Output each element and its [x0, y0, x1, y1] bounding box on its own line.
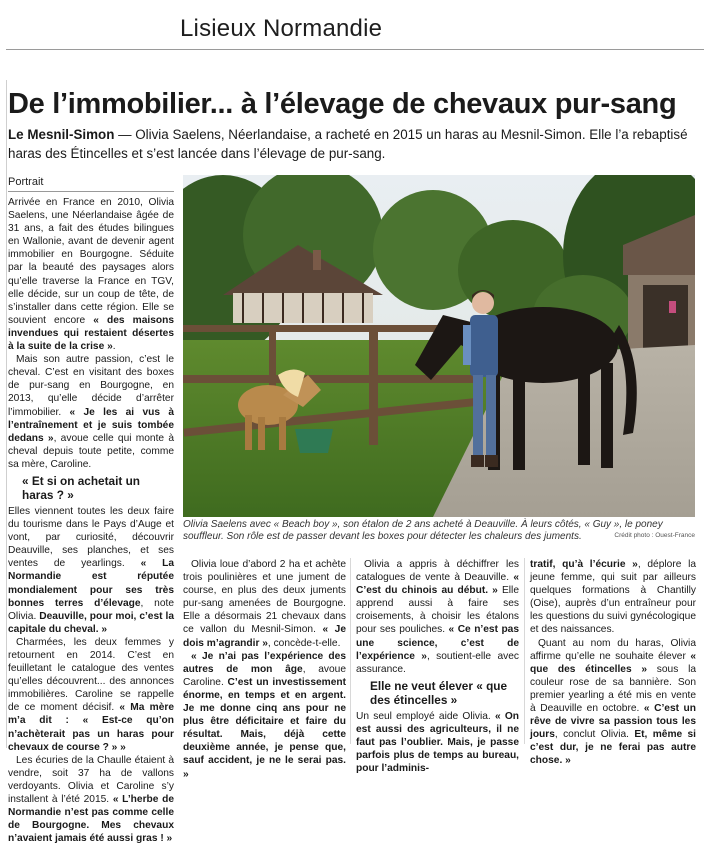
quote-run: « que des étincelles »: [530, 650, 696, 675]
quote-run: « La Normandie est réputée mondialement pour ses très bonnes terres d’élevage: [8, 558, 174, 609]
text-run: Un seul employé aide Olivia.: [356, 710, 495, 722]
left-paragraph-5: [8, 754, 174, 845]
left-paragraph-2: [8, 353, 174, 471]
article-lede: [8, 125, 700, 163]
quote-run: « On est aussi des agriculteurs, il ne faut pas l’oublier. Mais, je passe parfois plus de temps au bureau, pour l’adminis-: [356, 710, 519, 775]
col1-paragraph-1: [183, 558, 346, 650]
col1-paragraph-2: [183, 650, 346, 781]
quote-run: « C’est du chinois au début. »: [356, 572, 519, 597]
col2-paragraph-1: [356, 558, 519, 676]
quote-run: « Ce n’est pas une science, c’est de l’expérience »: [356, 624, 519, 662]
text-run: Quant au nom du haras, Olivia affirme qu’elle ne souhaite élever: [530, 637, 696, 662]
text-run: , conclut Olivia.: [554, 729, 635, 741]
text-run: Mais son autre passion, c’est le cheval. C’est en visitant des boxes de pur-sang en Bourgogne, en 2013, qu’elle décide d’arrêter l’immobilier.: [8, 354, 174, 418]
section-title: Lisieux Normandie: [180, 15, 383, 42]
column-divider: [524, 558, 525, 744]
text-run: , avoue Caroline.: [183, 663, 346, 688]
text-run: , soutient-elle avec assurance.: [356, 650, 519, 675]
lede-place: Le Mesnil-Simon: [8, 127, 115, 142]
text-run: Arrivée en France en 2010, Olivia Saelens, une Néerlandaise âgée de 31 ans, a fait des études bilingues en Wallonie, avant de devenir agent immobilier en Bourgogne. Séduite par la beauté des paysages alors qu’elle traverse la France en TGV, elle décide, sur un coup de tête, de s’installer dans cette région. Elle se souvient encore: [8, 197, 174, 326]
text-run: , déplore la jeune femme, qui suit par ailleurs quelques formations à Chantilly (Oise), auprès d’un entraîneur pour les questions du suivi gynécologique et des naissances.: [530, 559, 697, 636]
left-paragraph-4: [8, 636, 174, 754]
article-headline: De l’immobilier... à l’élevage de chevaux pur-sang: [8, 88, 677, 120]
quote-run: « L’herbe de Normandie n’est pas comme celle de Bourgogne. Mes chevaux n’avaient jamais été aussi gras ! »: [8, 794, 174, 845]
left-paragraph-3: [8, 505, 174, 636]
text-run: , concède-t-elle.: [267, 637, 341, 649]
photo-credit: Crédit photo : Ouest-France: [614, 532, 695, 539]
text-run: Olivia loue d’abord 2 ha et achète trois poulinières et une jument de course, en plus des deux juments pur-sang amenées de Bourgogne. Elle a désormais 21 chevaux dans ce vallon du Mesnil-Simon.: [183, 559, 346, 636]
quote-run: « des maisons invendues qui restaient désertes à la suite de la crise »: [8, 314, 174, 353]
col2-paragraph-2: [356, 710, 519, 775]
column-divider: [350, 558, 351, 744]
quote-run: tratif, qu’à l’écurie »: [530, 559, 638, 570]
article-photo: [183, 175, 695, 517]
column-2: [356, 558, 519, 775]
column-3: [530, 558, 696, 768]
left-column-rule: [6, 80, 7, 748]
subheading-etincelles: Elle ne veut élever « que des étincelles »: [370, 678, 508, 707]
photo-horse-pony-woman: [183, 175, 695, 517]
subheading-haras: « Et si on achetait un haras ? »: [22, 473, 140, 502]
quote-run: « C’est un rêve de vivre sa passion tous les jours: [530, 703, 696, 741]
col3-paragraph-1: [530, 558, 696, 637]
photo-caption: Olivia Saelens avec « Beach boy », son étalon de 2 ans acheté à Deauville. À leurs côtés, « Guy », le poney souffleur. Son rôle est de passer devant les boxes pour détecter les chaleurs des juments.: [183, 519, 663, 542]
text-run: sous la couleur rose de sa bannière. Son premier yearling a été mis en vente à Deauville en octobre.: [530, 663, 697, 715]
lede-text: — Olivia Saelens, Néerlandaise, a racheté en 2015 un haras au Mesnil-Simon. Elle l’a rebaptisé haras des Étincelles et s’est lancée dans l’élevage de pur-sang.: [8, 127, 688, 161]
text-run: Charmées, les deux femmes y retournent en 2014. C’est en feuilletant le catalogue des ventes qu’elles découvrent... des annonces immobilières. Caroline se rappelle de ce moment décisif.: [8, 636, 174, 714]
quote-run: « Je les ai vus à l’entraînement et je suis tombée dedans »: [8, 406, 174, 444]
text-run: Elle apprend aussi à faire ses croisements, à choisir les étalons pour ses pouliches.: [356, 585, 519, 636]
quote-run: Deauville, pour moi, c’est la capitale du cheval. »: [8, 610, 174, 635]
text-run: Les écuries de la Chaulle étaient à vendre, soit 37 ha de vallons verdoyants. Olivia et Caroline s’y installent à l’été 2015.: [8, 754, 174, 806]
text-run: , note Olivia.: [8, 597, 174, 622]
column-1: [183, 558, 346, 781]
quote-run: « Je dois m’agrandir »: [183, 624, 346, 649]
text-run: Elles viennent toutes les deux faire du tourisme dans le Pays d’Auge et vont, par curiosité, découvrir Deauville, ses planches, et ses ventes de yearlings.: [8, 505, 174, 570]
quote-run: Et, même si c’est dur, je ne ferai pas autre chose. »: [530, 729, 697, 767]
text-run: .: [112, 341, 116, 353]
quote-run: « Ma mère m’a dit : « Est-ce qu’on n’achèterait pas un haras pour chevaux de course ? » »: [8, 702, 174, 753]
quote-run: C’est un investissement énorme, en temps et en argent. Je me donne cinq ans pour ne plus être déficitaire et faire du résultat. Mais, déjà cette deuxième année, je pense que, sauf accident, je ne le serai pas. »: [183, 676, 346, 780]
text-run: , avoue celle qui monte à cheval depuis toute petite, comme sa mère, Caroline.: [8, 432, 174, 470]
left-paragraph-1: [8, 196, 174, 353]
header-rule: [6, 49, 704, 50]
text-run: Olivia a appris à déchiffrer les catalogues de vente à Deauville.: [356, 559, 519, 584]
quote-run: « Je n’ai pas l’expérience des autres de mon âge: [183, 650, 346, 675]
left-column: [8, 175, 174, 845]
kicker-portrait: Portrait: [8, 175, 174, 192]
